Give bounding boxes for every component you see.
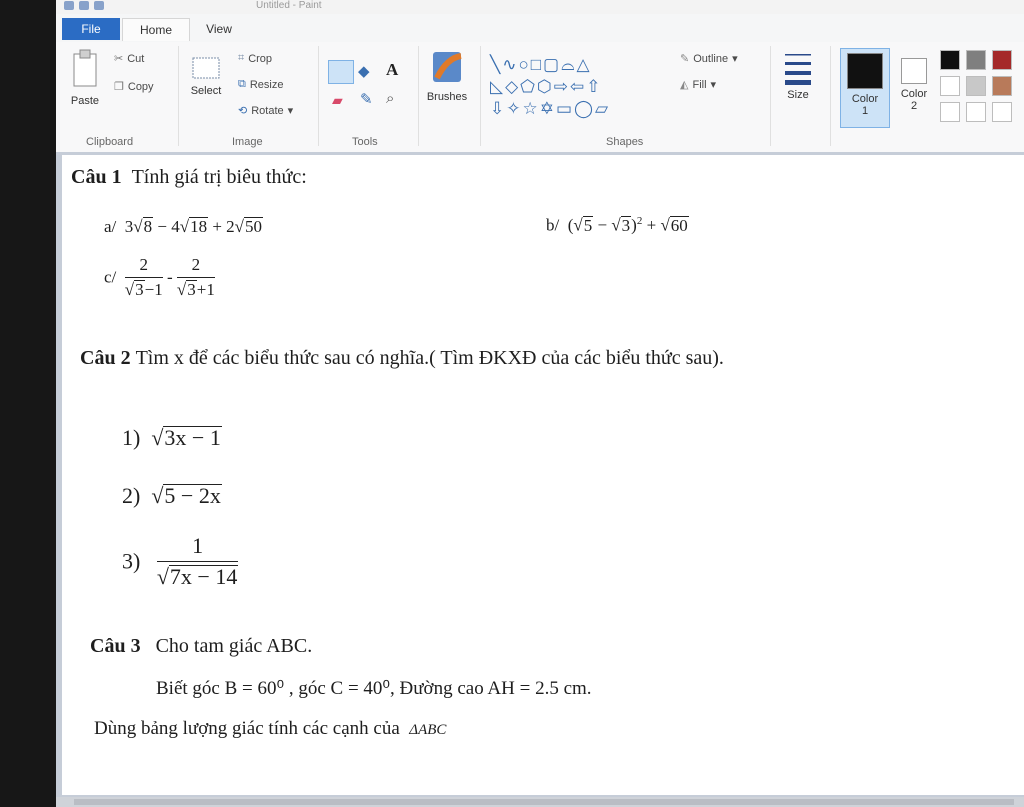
select-label: Select [190, 85, 222, 97]
quick-access-toolbar[interactable] [64, 1, 130, 12]
numerator: 1 [157, 533, 239, 562]
paste-button[interactable] [62, 48, 108, 107]
q2-text: Tìm x để các biểu thức sau có nghĩa.( Tìm ĐKXĐ của các biểu thức sau). [135, 347, 724, 369]
copy-button[interactable] [114, 80, 154, 93]
clipboard-group-label: Clipboard [86, 136, 134, 148]
paint-window [56, 0, 1024, 807]
text-tool-icon[interactable]: A [386, 60, 399, 79]
tools-grid [328, 60, 414, 120]
q1-line [71, 166, 307, 189]
line-size-icon [783, 50, 813, 86]
denominator-rest: −1 [144, 280, 163, 299]
operator: − [597, 215, 608, 235]
q1b-label: b/ [546, 215, 560, 235]
item-label: 2) [122, 483, 141, 508]
radicand: 3 [621, 215, 631, 235]
radicand: 3 [187, 280, 196, 299]
q1c-label: c/ [104, 267, 117, 287]
palette-swatch[interactable] [992, 102, 1012, 122]
rotate-icon: ⟲ [238, 105, 248, 117]
title-bar [56, 0, 1024, 14]
color2-label: Color [900, 88, 928, 100]
q2-line [80, 347, 724, 370]
radicand: 5 [583, 215, 593, 235]
brushes-button[interactable] [422, 48, 472, 103]
palette-swatch[interactable] [940, 50, 960, 70]
eraser-icon[interactable]: ▰ [332, 92, 343, 108]
select-button[interactable] [186, 56, 226, 97]
item-label: 3) [122, 548, 141, 574]
numerator: 2 [125, 255, 163, 278]
q2-item-3 [122, 533, 238, 590]
crop-button[interactable] [238, 52, 272, 65]
tab-view[interactable]: View [206, 22, 232, 36]
tab-home[interactable]: Home [122, 18, 190, 41]
q3-heading: Câu 3 [90, 635, 141, 657]
fraction [177, 255, 215, 300]
q3-line2: Biết góc B = 60⁰ , góc C = 40⁰, Đường cao AH = 2.5 cm. [156, 678, 592, 699]
radicand: 7x − 14 [169, 564, 238, 589]
clipboard-icon [68, 48, 102, 92]
scrollbar-thumb[interactable] [74, 799, 1014, 805]
resize-label: Resize [249, 78, 284, 91]
select-rectangle-icon [191, 56, 221, 82]
palette-swatch[interactable] [966, 50, 986, 70]
item-label: 1) [122, 425, 141, 450]
chevron-down-icon: ▾ [732, 53, 738, 65]
color1-button[interactable] [840, 48, 890, 128]
q1-heading: Câu 1 [71, 166, 122, 188]
radicand: 50 [245, 217, 262, 236]
radicand: 3 [135, 280, 144, 299]
paste-label: Paste [70, 95, 100, 107]
copy-label: Copy [127, 80, 154, 93]
q2-item-2: 2) √5 − 2x [122, 483, 221, 508]
size-button[interactable] [778, 50, 818, 101]
color2-number: 2 [910, 100, 918, 112]
color1-number: 1 [861, 105, 869, 117]
palette-swatch[interactable] [966, 76, 986, 96]
radicand: 3x − 1 [164, 425, 221, 450]
scissors-icon: ✂ [114, 53, 124, 65]
image-group-label: Image [232, 136, 263, 148]
q1b-expression: b/ $(√5 - √3)^2 + √60$ [546, 215, 688, 235]
resize-icon: ⧉ [238, 78, 246, 90]
color2-swatch [901, 58, 927, 84]
horizontal-scrollbar[interactable] [56, 797, 1024, 807]
ribbon-tabs [56, 14, 1024, 42]
q1c-expression [104, 255, 215, 315]
radicand: 60 [670, 215, 688, 235]
copy-icon: ❐ [114, 81, 124, 93]
drawing-canvas[interactable] [62, 155, 1024, 795]
radicand: 18 [190, 217, 208, 236]
fill-bucket-icon[interactable]: ◆ [358, 63, 370, 80]
resize-button[interactable] [238, 78, 283, 91]
coef: 3 [124, 217, 134, 236]
tools-group-label: Tools [352, 136, 378, 148]
q1a-label: a/ [104, 217, 117, 236]
palette-swatch[interactable] [966, 102, 986, 122]
color2-button[interactable] [894, 48, 934, 112]
q2-item-1: 1) √3x − 1 [122, 425, 221, 450]
exponent: 2 [636, 215, 643, 227]
operator: + [212, 217, 222, 236]
crop-icon: ⌗ [238, 52, 245, 64]
color1-label: Color [851, 93, 879, 105]
tab-file[interactable]: File [62, 18, 120, 40]
shapes-row-1: ╲∿○□▢⌓△ [490, 55, 592, 74]
palette-swatch[interactable] [940, 76, 960, 96]
fill-button[interactable] [680, 78, 716, 91]
fill-label: Fill [692, 78, 707, 91]
crop-label: Crop [248, 52, 273, 65]
numerator: 2 [177, 255, 215, 278]
radicand: 8 [143, 217, 153, 236]
rotate-label: Rotate [251, 104, 284, 117]
denominator: √3−1 [124, 280, 163, 299]
pencil-icon[interactable] [328, 60, 354, 84]
operator: - [166, 267, 173, 287]
brush-icon [427, 48, 467, 88]
q3-text-1: Cho tam giác ABC. [155, 635, 313, 657]
coef: 2 [226, 217, 235, 236]
triangle-abc: ΔABC [409, 722, 447, 738]
cut-label: Cut [127, 52, 145, 65]
denominator: √3+1 [176, 280, 215, 299]
size-label: Size [787, 89, 809, 101]
q3-line3 [94, 718, 446, 740]
magnifier-icon[interactable]: ⌕ [386, 90, 395, 107]
chevron-down-icon: ▾ [710, 79, 717, 91]
outline-icon: ✎ [680, 53, 690, 65]
radicand: 5 − 2x [164, 483, 221, 508]
left-dark-margin [0, 0, 56, 807]
shapes-row-3: ⇩✧☆✡▭◯▱ [490, 99, 611, 118]
operator: − [157, 217, 167, 236]
chevron-down-icon: ▾ [287, 105, 294, 117]
color-picker-icon[interactable]: ✎ [360, 91, 373, 108]
denominator-rest: +1 [196, 280, 215, 299]
shapes-group-label: Shapes [606, 136, 644, 148]
fill-icon: ◭ [680, 79, 689, 91]
palette-swatch[interactable] [992, 50, 1012, 70]
coef: 4 [171, 217, 180, 236]
fraction [125, 255, 163, 300]
ribbon [56, 42, 1024, 153]
rotate-button[interactable] [238, 104, 293, 117]
window-title: Untitled - Paint [256, 0, 322, 11]
q1a-expression: a/ 3√8 − 4√18 + 2√50 [104, 217, 262, 236]
q3-line1 [90, 635, 312, 658]
palette-swatch[interactable] [940, 102, 960, 122]
operator: + [646, 215, 657, 235]
cut-button[interactable] [114, 52, 144, 65]
palette-swatch[interactable] [992, 76, 1012, 96]
shapes-gallery[interactable] [490, 54, 672, 116]
brushes-label: Brushes [426, 91, 468, 103]
outline-button[interactable] [680, 52, 738, 65]
fraction [157, 533, 239, 590]
outline-label: Outline [693, 52, 729, 65]
q3-text-3: Dùng bảng lượng giác tính các cạnh của [94, 718, 400, 739]
color1-swatch [847, 53, 883, 89]
canvas-area [56, 152, 1024, 797]
q1-text: Tính giá trị biêu thức: [131, 166, 307, 188]
q2-heading: Câu 2 [80, 347, 131, 369]
denominator: √7x − 14 [156, 564, 238, 589]
shapes-row-2: ◺◇⬠⬡⇨⇦⇧ [490, 77, 603, 96]
